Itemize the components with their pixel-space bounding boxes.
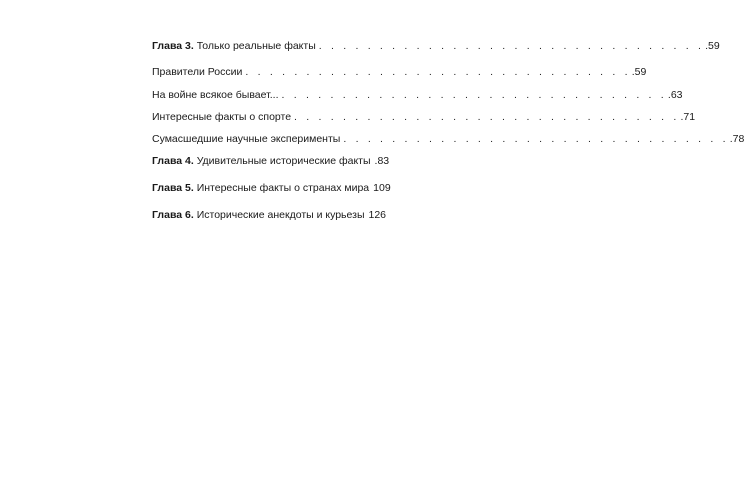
- toc-entry-page: .63: [667, 89, 683, 101]
- toc-entry-page: .71: [680, 111, 696, 123]
- toc-entry-label: [152, 131, 343, 147]
- chapter-prefix: Глава 5.: [152, 182, 194, 194]
- toc-entry-experiments: [152, 131, 744, 147]
- toc-entry-title: Правители России: [152, 66, 243, 78]
- toc-entry-page: 109: [373, 182, 391, 194]
- toc-entry-page: 126: [368, 209, 387, 221]
- toc-entry-label: [152, 87, 282, 103]
- toc-entry-label: [152, 109, 294, 125]
- toc-entry-title: Сумасшедшие научные эксперименты: [152, 133, 341, 145]
- toc-entry-label: [152, 38, 319, 54]
- toc-entry-title: Интересные факты о спорте: [152, 111, 292, 123]
- dot-leader: . . . . . . . . . . . . . . . . . . . . . . . . . . . . . . . .: [318, 40, 705, 52]
- toc-entry-sport: [152, 109, 696, 125]
- toc-entry-title: Исторические анекдоты и курьезы: [196, 209, 365, 221]
- toc-entry-chapter-3: [152, 38, 720, 54]
- toc-entry-war: [152, 87, 683, 103]
- dot-leader: . . . . . . . . . . . . . . . . . . . . . . . . . . . . . . . .: [281, 89, 667, 101]
- toc-entry-title: Удивительные исторические факты: [196, 155, 371, 167]
- toc-entry-title: Только реальные факты: [196, 40, 316, 52]
- toc-entry-page: .83: [374, 155, 390, 167]
- toc-entry-page: .59: [705, 40, 720, 52]
- dot-leader: . . . . . . . . . . . . . . . . . . . . . . . . . . . . . . . .: [245, 66, 631, 78]
- toc-entry-chapter-6: [152, 207, 387, 223]
- toc-entry-chapter-5: [152, 180, 391, 196]
- toc-entry-chapter-4: [152, 153, 390, 169]
- toc-entry-page: .78: [729, 133, 744, 145]
- table-of-contents: [152, 38, 744, 221]
- toc-entry-title: На войне всякое бывает...: [152, 89, 279, 101]
- toc-entry-label: [152, 207, 368, 223]
- toc-entry-label: [152, 153, 374, 169]
- dot-leader: . . . . . . . . . . . . . . . . . . . . . . . . . . . . . . . .: [343, 133, 729, 145]
- toc-entry-title: Интересные факты о странах мира: [196, 182, 370, 194]
- chapter-prefix: Глава 4.: [152, 155, 194, 167]
- toc-entry-page: .59: [631, 66, 647, 78]
- toc-entry-label: [152, 180, 372, 196]
- chapter-prefix: Глава 3.: [152, 40, 194, 52]
- chapter-prefix: Глава 6.: [152, 209, 194, 221]
- toc-entry-rulers-of-russia: [152, 64, 647, 80]
- toc-entry-label: [152, 64, 245, 80]
- dot-leader: . . . . . . . . . . . . . . . . . . . . . . . . . . . . . . . .: [294, 111, 680, 123]
